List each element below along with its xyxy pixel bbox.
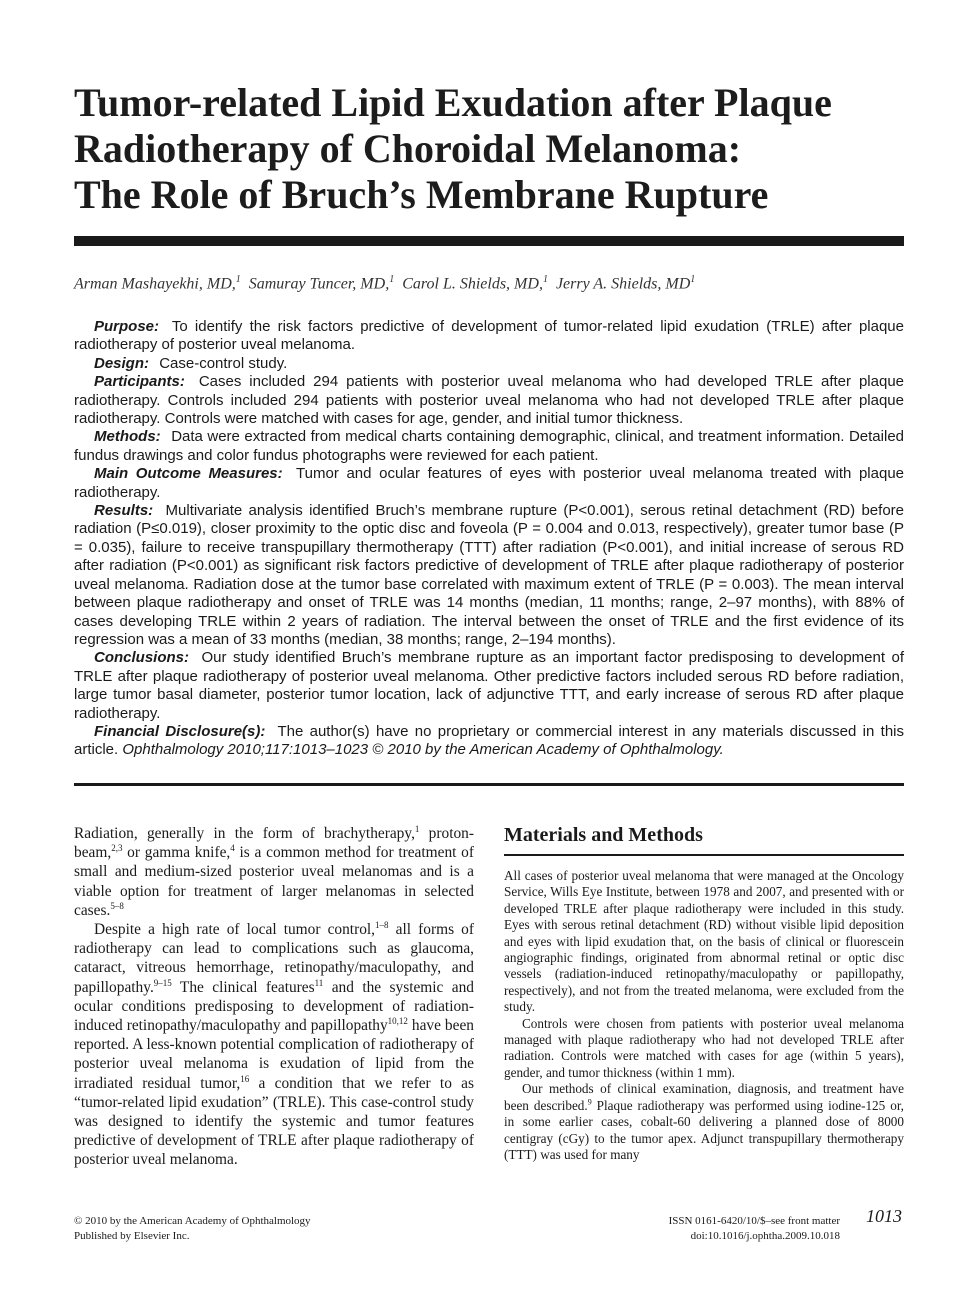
abstract-label: Purpose: [94,318,160,335]
page-number: 1013 [866,1206,902,1226]
intro-paragraph-1 [74,824,474,920]
abstract-conclusions [74,649,904,723]
section-heading: Materials and Methods [504,824,703,846]
reference-superscript: 9 [587,1097,592,1107]
text-run: proton-beam, [74,825,474,862]
author-affiliation: 1 [542,274,548,285]
abstract-text: Our study identified Bruch’s membrane rupture as an important factor predisposing to development of TRLE after plaque radiotherapy of posterior uveal melanoma. Other predictive factors included serous RD before radiation, large tumor basal diameter, posterior tumor location, lack of adjunctive TTT, and early increase of serous RD after plaque radiotherapy. [74,649,905,722]
abstract-disclosure [74,723,904,760]
author: Carol L. Shields, MD, [402,275,543,293]
abstract-outcome [74,465,904,502]
issn: ISSN 0161-6420/10/$–see front matter [668,1215,840,1227]
author-list [74,274,904,293]
title-divider [74,236,904,246]
intro-paragraph-2 [74,920,474,1170]
abstract-label: Methods: [94,428,161,446]
text-run: or gamma knife, [122,844,231,862]
author-affiliation: 1 [690,274,696,285]
copyright-notice: © 2010 by the American Academy of Ophthalmology [74,1215,311,1227]
author: Arman Mashayekhi, MD, [74,275,236,293]
reference-superscript: 1–8 [375,919,389,930]
text-run: The clinical features [171,978,315,996]
abstract-label: Results: [94,502,154,520]
abstract-text: Tumor and ocular features of eyes with posterior uveal melanoma treated with plaque radiotherapy. [74,465,905,501]
abstract-text: The author(s) have no proprietary or commercial interest in any materials discussed in this article. [74,722,905,759]
abstract-text: Case-control study. [159,354,288,372]
abstract [74,318,904,760]
title-line-2: Radiotherapy of Choroidal Melanoma: [74,126,742,171]
reference-superscript: 10,12 [387,1015,408,1026]
author-affiliation: 1 [389,274,395,285]
abstract-design [74,355,904,373]
methods-column [504,822,904,1163]
reference-superscript: 5–8 [110,900,124,911]
methods-body [504,868,904,1163]
abstract-label: Participants: [94,373,185,391]
footer-right [600,1208,904,1244]
abstract-text: Cases included 294 patients with posterior uveal melanoma who had developed TRLE after plaque radiotherapy. Controls included 294 patients with posterior uveal melanoma who had not developed TRLE after plaque radiotherapy. Controls were matched with cases for age, gender, and initial tumor thickness. [74,373,905,428]
text-run: and the systemic and ocular conditions predisposing to development of radiation-induced retinopathy/maculopathy and papillopathy [74,978,474,1035]
methods-paragraph-2: Controls were chosen from patients with posterior uveal melanoma managed with plaque radiotherapy who had not developed TRLE after radiation. Controls were matched with cases for age (within 5 years), gender, and tumor thickness (within 1 mm). [504,1015,904,1080]
abstract-label: Conclusions: [94,649,190,667]
text-run: a condition that we refer to as “tumor-related lipid exudation” (TRLE). This case-control study was designed to identify the systemic and tumor features predictive of development of TRLE after plaque radiotherapy of posterior uveal melanoma. [74,1074,474,1169]
abstract-divider [74,783,904,786]
abstract-label: Design: [94,354,150,372]
text-run: have been reported. A less-known potential complication of radiotherapy of posterior uveal melanoma is exudation of lipid from the irradiated residual tumor, [74,1017,474,1092]
text-run: is a common method for treatment of small and medium-sized posterior uveal melanomas and is a viable option for treatment of larger melanomas in selected cases. [74,844,475,919]
methods-paragraph-3 [504,1081,904,1163]
text-run: Plaque radiotherapy was performed using iodine-125 or, in some earlier cases, cobalt-60 delivering a planned dose of 8000 centigray (cGy) to the tumor apex. Adjunct transpupillary thermotherapy (TTT) was used for many [504,1097,904,1162]
publisher-notice: Published by Elsevier Inc. [74,1230,190,1242]
reference-superscript: 2,3 [111,843,123,854]
abstract-label: Financial Disclosure(s): [94,722,266,740]
intro-column [74,824,474,1170]
abstract-purpose [74,318,904,355]
article-title [74,80,934,218]
reference-superscript: 1 [414,823,420,834]
abstract-results [74,502,904,649]
author: Samuray Tuncer, MD, [248,275,390,293]
methods-paragraph-1: All cases of posterior uveal melanoma that were managed at the Oncology Service, Wills Eye Institute, between 1978 and 2007, and presented with or developed TRLE after plaque radiotherapy were included in this study. Eyes with serous retinal detachment (RD) without visible lipid deposition and eyes with lipid exudation that, on the basis of clinical or fluorescein angiographic findings, originated from abnormal retinal or optic disc vessels (radiation-induced retinopathy/maculopathy or papillopathy, respectively), and not from the treated melanoma, were excluded from the study. [504,868,904,1015]
title-line-1: Tumor-related Lipid Exudation after Plaque [74,80,832,125]
reference-superscript: 4 [230,843,235,854]
footer-left [74,1214,311,1244]
author: Jerry A. Shields, MD [555,275,691,293]
section-heading-divider [504,854,904,856]
abstract-text: Data were extracted from medical charts containing demographic, clinical, and treatment information. Detailed fundus drawings and color fundus photographs were reviewed for each patient. [74,428,904,464]
abstract-participants [74,373,904,428]
doi: doi:10.1016/j.ophtha.2009.10.018 [690,1230,840,1242]
reference-superscript: 11 [314,977,324,988]
journal-citation: Ophthalmology 2010;117:1013–1023 © 2010 by the American Academy of Ophthalmology. [122,741,724,759]
title-line-3: The Role of Bruch’s Membrane Rupture [74,172,769,217]
reference-superscript: 9–15 [153,977,172,988]
reference-superscript: 16 [240,1073,250,1084]
text-run: all forms of radiotherapy can lead to complications such as glaucoma, cataract, vitreous hemorrhage, retinopathy/maculopathy, and papillopathy. [74,921,474,996]
author-affiliation: 1 [235,274,241,285]
text-run: Radiation, generally in the form of brachytherapy, [74,825,415,842]
text-run: Our methods of clinical examination, diagnosis, and treatment have been described. [504,1081,904,1113]
text-run: Despite a high rate of local tumor control, [94,921,376,939]
abstract-text: Multivariate analysis identified Bruch’s membrane rupture (P<0.001), serous retinal detachment (RD) before radiation (P≤0.019), closer proximity to the optic disc and foveola (P = 0.004 and 0.013, respectively), greater tumor base (P = 0.035), failure to receive transpupillary thermotherapy (TTT) after radiation (P<0.001), and initial increase of serous RD after radiation (P<0.001) as significant risk factors predictive of development of TRLE after plaque radiotherapy of posterior uveal melanoma. Radiation dose at the tumor base correlated with maximum extent of TRLE (P = 0.003). The mean interval between plaque radiotherapy and onset of TRLE was 14 months (median, 11 months; range, 2–97 months), with 88% of cases developing TRLE within 2 years of radiation. The interval between the onset of TRLE and the first evidence of its regression was a mean of 33 months (median, 38 months; range, 2–194 months). [74,502,904,648]
abstract-label: Main Outcome Measures: [94,465,283,483]
abstract-methods [74,428,904,465]
abstract-text: To identify the risk factors predictive of development of tumor-related lipid exudation (TRLE) after plaque radiotherapy of posterior uveal melanoma. [74,318,904,354]
